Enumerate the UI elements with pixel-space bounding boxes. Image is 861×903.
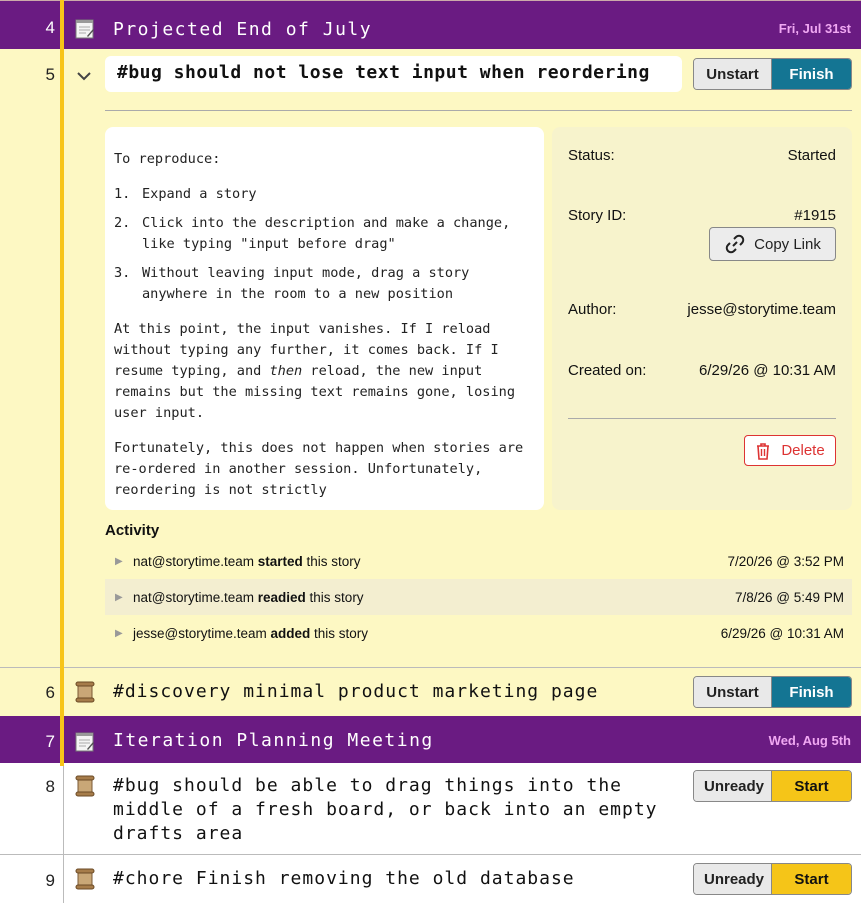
row-story[interactable] [0, 763, 861, 855]
start-button[interactable]: Start [772, 864, 851, 894]
notepad-icon [74, 18, 95, 39]
row-number: 5 [45, 65, 55, 84]
row-story[interactable] [0, 855, 861, 903]
trash-icon [755, 442, 771, 460]
delete-button[interactable] [744, 435, 836, 466]
row-title: Projected End of July [113, 19, 373, 40]
unready-button[interactable]: Unready [694, 771, 772, 801]
story-id-label: Story ID: [568, 207, 627, 224]
row-date: Fri, Jul 31st [778, 21, 851, 36]
unstart-button[interactable]: Unstart [694, 59, 772, 89]
story-action-buttons [693, 676, 852, 708]
story-action-buttons [693, 770, 852, 802]
row-number: 9 [45, 871, 55, 890]
activity-item[interactable]: ▶ jesse@storytime.team added this story 6/29/26 @ 10:31 AM [105, 615, 852, 651]
scroll-icon [75, 868, 95, 890]
story-action-buttons [693, 863, 852, 895]
story-id-value: #1915 [794, 207, 836, 224]
finish-button[interactable]: Finish [772, 59, 851, 89]
status-label: Status: [568, 147, 615, 164]
activity-time: 6/29/26 @ 10:31 AM [720, 625, 844, 641]
row-title: Iteration Planning Meeting [113, 730, 434, 751]
triangle-right-icon: ▶ [115, 627, 123, 639]
row-story-expanded [0, 49, 861, 668]
chevron-down-icon[interactable] [77, 71, 91, 81]
triangle-right-icon: ▶ [115, 591, 123, 603]
story-title-input[interactable]: #bug should not lose text input when reordering [105, 56, 682, 92]
row-title: #discovery minimal product marketing page [113, 681, 599, 702]
row-title: #bug should be able to drag things into the middle of a fresh board, or back into an empty drafts area [113, 775, 670, 844]
description-paragraph: Fortunately, this does not happen when stories are re-ordered in another session. Unfortunately, reordering is not strictly [114, 440, 524, 498]
list-item: 2. Click into the description and make a change, like typing "input before drag" [114, 215, 511, 252]
unstart-button[interactable]: Unstart [694, 677, 772, 707]
row-meeting-iteration-planning[interactable] [0, 716, 861, 763]
created-value: 6/29/26 @ 10:31 AM [699, 362, 836, 379]
link-icon [724, 233, 746, 255]
row-meeting-end-of-july[interactable] [0, 0, 861, 49]
author-value: jesse@storytime.team [687, 301, 836, 318]
row-title: #chore Finish removing the old database [113, 868, 575, 889]
unready-button[interactable]: Unready [694, 864, 772, 894]
row-number: 4 [45, 18, 55, 37]
divider [105, 110, 852, 111]
row-number: 7 [45, 732, 55, 751]
triangle-right-icon: ▶ [115, 555, 123, 567]
row-number: 6 [45, 683, 55, 702]
author-label: Author: [568, 301, 617, 318]
copy-link-button[interactable] [709, 227, 836, 261]
description-steps [114, 184, 534, 305]
start-button[interactable]: Start [772, 771, 851, 801]
activity-time: 7/20/26 @ 3:52 PM [727, 553, 844, 569]
story-metadata-panel [552, 127, 852, 510]
notepad-icon [74, 731, 95, 752]
created-label: Created on: [568, 362, 647, 379]
row-number: 8 [45, 777, 55, 796]
divider [568, 418, 836, 419]
row-date: Wed, Aug 5th [768, 733, 851, 748]
story-action-buttons [693, 58, 852, 90]
list-item: 1. Expand a story [114, 186, 257, 202]
delete-label: Delete [781, 442, 825, 459]
activity-item[interactable]: ▶ nat@storytime.team readied this story 7/8/26 @ 5:49 PM [105, 579, 852, 615]
row-story[interactable] [0, 668, 861, 716]
activity-time: 7/8/26 @ 5:49 PM [734, 589, 844, 605]
scroll-icon [75, 681, 95, 703]
selection-bar [60, 0, 64, 766]
story-description[interactable] [105, 127, 544, 510]
activity-heading: Activity [105, 522, 160, 539]
activity-item[interactable]: ▶ nat@storytime.team started this story 7/20/26 @ 3:52 PM [105, 543, 852, 579]
description-intro: To reproduce: [114, 151, 221, 167]
finish-button[interactable]: Finish [772, 677, 851, 707]
list-item: 3. Without leaving input mode, drag a story anywhere in the room to a new position [114, 265, 470, 302]
description-paragraph: At this point, the input vanishes. If I reload without typing any further, it comes back. If I resume typing, and then reload, the new input remains but the missing text remains gone, losing user input. [114, 321, 516, 421]
status-value: Started [787, 147, 836, 164]
copy-link-label: Copy Link [754, 235, 821, 253]
scroll-icon [75, 775, 95, 797]
